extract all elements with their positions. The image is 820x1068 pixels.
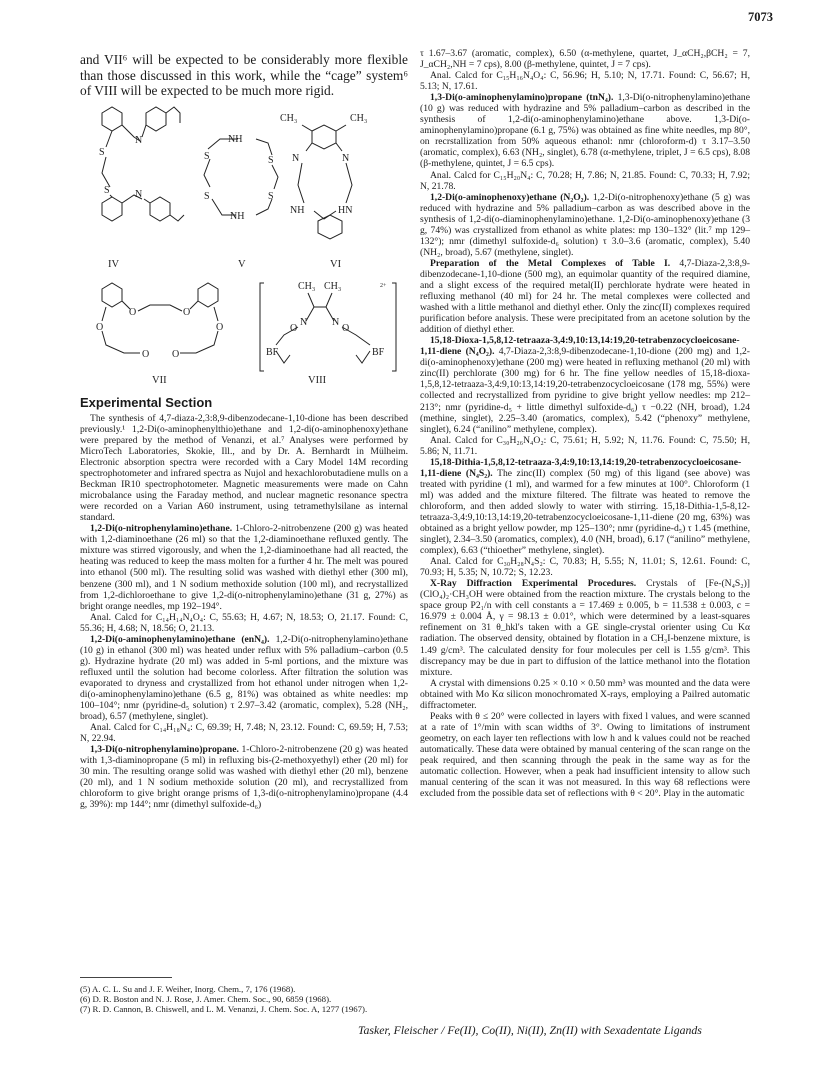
paragraph (80, 634, 408, 722)
atom-ch3: CH₃ (324, 280, 342, 292)
atom-n: N (332, 316, 340, 328)
paragraph (420, 457, 750, 556)
structures-vii-viii (80, 277, 408, 389)
atom-bf: BF (266, 346, 279, 358)
label-vi: VI (330, 258, 342, 270)
paragraph: The synthesis of 4,7-diaza-2,3:8,9-dibenzodecane-1,10-dione has been described previously.¹ 1,2-Di(o-aminophenylthio)ethane and 1,2-di(o-aminophenoxy)ethane were prepared by the method of Venanzi, et al.⁷ Analyses were performed by MicroTech Laboratories, Skokie, Ill., and by Dr. A. Bernhardt in Mülheim. Electronic absorption spectra were recorded with a Cary Model 14M recording spectrophotometer and infrared spectra as Nujol and hexachlorobutadiene mulls on a Beckman IR10 spectrophotometer. Magnetic measurements were made on Cahn microbalance using the Faraday method, and nuclear magnetic resonance spectra were recorded on a Varian A60 instrument, using tetramethylsilane as internal standard. (80, 412, 408, 524)
paragraph (420, 335, 750, 434)
structure-figure-bottom (80, 277, 408, 389)
atom-ch3: CH₃ (298, 280, 316, 292)
reference: (6) D. R. Boston and N. J. Rose, J. Amer. Chem. Soc., 90, 6859 (1968). (80, 994, 332, 1005)
paragraph-title: 1,3-Di(o-aminophenylamino)propane (tnN₄). (430, 92, 614, 104)
atom-n: N (300, 316, 308, 328)
atom-o: O (290, 322, 298, 334)
left-column (80, 52, 408, 811)
paragraph-body: 1,2-Di(o-nitrophenylamino)ethane (10 g) in ethanol (300 ml) was heated under reflux with 5% palladium–carbon (0.5 g). Hydrazine hydrate (20 ml) was added in 5-ml portions, and the mixture was refluxed until the solution had become colorless. After filtration the solution was evaporated to dryness and crystallized from hot ethanol under nitrogen when 1,2-di(o-aminophenylamino)ethane (6.5 g, 81%) was obtained as white needles: mp 100–104°; nmr (pyridine-d₅ solution) τ 2.97–3.42 (aromatic, complex), 5.28 (NH₂, broad), 6.57 (methylene, singlet). (80, 633, 408, 723)
paragraph-title: X-Ray Diffraction Experimental Procedures. (430, 578, 637, 590)
atom-s: S (104, 184, 110, 196)
paragraph (80, 523, 408, 611)
paragraph-title: 15,18-Dioxa-1,5,8,12-tetraaza-3,4:9,10:13,14:19,20-tetrabenzocycloeicosane-1,11-diene (N₄O₂). (420, 335, 740, 358)
structure-iv (102, 107, 184, 221)
references (80, 977, 408, 1015)
atom-s: S (268, 154, 274, 166)
atom-o: O (172, 348, 180, 360)
atom-o: O (183, 306, 191, 318)
paragraph-body: 1,2-Di(o-nitrophenoxy)ethane (5 g) was reduced with hydrazine and 5% palladium–carbon as was described above in the synthesis of 1,2-di(o-diaminophenylamino)ethane. 1,2-Di(o-aminophenoxy)ethane (3 g, 74%) was crystallized from ethanol as white plates: mp 130–132° (lit.⁷ mp 129–132°); nmr (dimethyl sulfoxide-d₆ solution) τ 3.0–3.6 (aromatic, complex), 5.40 (NH₂, broad), 5.67 (methylene, singlet). (420, 191, 750, 258)
page-number: 7073 (748, 10, 773, 24)
paragraph-body: 4,7-Diaza-2,3:8,9-dibenzodecane-1,10-dione (200 mg) and 1,2-di(o-aminophenoxy)ethane (200 mg) were heated in refluxing methanol (20 ml) with zinc(II) perchlorate (300 mg) for 6 hr. The fine yellow needles of 15,18-dioxa-1,5,8,12-tetraaza-3,4:9,10:13,14:19,20-tetrabenzocycloeicosane (178 mg, 55%) were collected and recrystallized from pyridine to give bright yellow needles: mp 212–213°; nmr (pyridine-d₅ + little dimethyl sulfoxide-d₆) τ −0.22 (NH, broad), 1.24 (methine, singlet), 2.25–3.40 (aromatics, complex), 5.42 (“phenoxy” methylene, singlet), 6.24 (“anilino” methylene, complex). (420, 346, 751, 435)
atom-n: N (342, 152, 350, 164)
paragraph (420, 258, 750, 335)
paragraph (420, 92, 750, 169)
structure-figure-top (80, 103, 408, 275)
charge-label: 2+ (380, 282, 387, 289)
atom-nh: NH (230, 210, 245, 222)
analysis: Anal. Calcd for C₃₀H₂₈N₄S₂: C, 70.83; H, 5.55; N, 11.01; S, 12.61. Found: C, 70.93; H, 5.35; N, 10.72; S, 12.23. (420, 556, 750, 579)
analysis: Anal. Calcd for C₃₀H₂₆N₄O₂: C, 75.61; H, 5.92; N, 11.76. Found: C, 75.50; H, 5.86; N, 11.71. (420, 434, 750, 457)
paragraph-title: 1,3-Di(o-nitrophenylamino)propane. (90, 744, 239, 756)
atom-n: N (135, 134, 143, 146)
label-vii: VII (152, 374, 167, 386)
atom-ch3: CH₃ (350, 112, 368, 124)
atom-s: S (204, 150, 210, 162)
structure-vii (102, 283, 218, 353)
paragraph-title: Preparation of the Metal Complexes of Table I. (430, 257, 671, 269)
reference: (7) R. D. Cannon, B. Chiswell, and L. M. Venanzi, J. Chem. Soc. A, 1277 (1967). (80, 1004, 368, 1015)
atom-s: S (268, 190, 274, 202)
atom-s: S (204, 190, 210, 202)
atom-o: O (96, 321, 104, 333)
reference-rule (80, 977, 172, 978)
analysis: Anal. Calcd for C₁₅H₂₀N₄: C, 70.28; H, 7.86; N, 21.85. Found: C, 70.33; H, 7.92; N, 21.78. (420, 169, 750, 192)
atom-n: N (135, 188, 143, 200)
paragraph-body: 4,7-Diaza-2,3:8,9-dibenzodecane-1,10-dione (500 mg), an equimolar quantity of the required diamine, and a slight excess of the required metal(II) perchlorate hydrate were heated in refluxing methanol (40 ml) for 24 hr. The metal complexes were collected and washed with a little methanol and diethyl ether. Only the zinc(II) complexes required purification before analysis. These were precipitated from an acetone solution by the addition of diethyl ether. (420, 257, 750, 336)
structures-iv-v-vi (80, 103, 408, 275)
atom-o: O (216, 321, 224, 333)
paragraph (420, 578, 750, 677)
paragraph-title: 1,2-Di(o-nitrophenylamino)ethane. (90, 523, 233, 535)
atom-bf: BF (372, 346, 385, 358)
lead-text: and VII⁶ will be expected to be considerably more flexible than those discussed in this work, while the “cage” system⁶ of VIII will be expected to be much more rigid. (80, 52, 408, 99)
atom-o: O (342, 322, 350, 334)
label-iv: IV (108, 258, 120, 270)
analysis: Anal. Calcd for C₁₄H₁₈N₄: C, 69.39; H, 7.48; N, 23.12. Found: C, 69.59; H, 7.53; N, 22.94. (80, 722, 408, 745)
paragraph-title: 1,2-Di(o-aminophenoxy)ethane (N₂O₂). (430, 191, 590, 203)
atom-s: S (99, 146, 105, 158)
paragraph-title: 15,18-Dithia-1,5,8,12-tetraaza-3,4:9,10:13,14:19,20-tetrabenzocycloeicosane-1,11-diene (N₄S₂). (420, 456, 742, 479)
paragraph: Peaks with θ ≤ 20° were collected in layers with fixed l values, and were scanned at a rate of 1°/min with scan widths of 3°. Owing to limitations of instrument geometry, on each layer ten reflections with low h and k values could not be reached automatically. These data were obtained by manual centering of the scan range on the peak required, and then scanning through the peak in the same way as for the automatic collection. However, when a peak had insufficient intensity to allow such manual centering of the scan it was not measured. In this way 68 reflections were excluded from the possible data set of reflections with θ < 20°. Play in the automatic (420, 710, 750, 800)
atom-hn: HN (338, 204, 353, 216)
structure-vi (298, 125, 352, 239)
analysis: Anal. Calcd for C₁₅H₁₆N₄O₄: C, 56.96; H, 5.10; N, 17.71. Found: C, 56.67; H, 5.13; N, 17.61. (420, 70, 750, 93)
reference: (5) A. C. L. Su and J. F. Weiher, Inorg. Chem., 7, 176 (1968). (80, 984, 296, 994)
atom-n: N (292, 152, 300, 164)
paragraph-body: 1,3-Di(o-nitrophenylamino)ethane (10 g) was reduced with hydrazine and 5% palladium–carbon as described in the synthesis of 1,2-di(o-aminophenylamino)ethane above. 1,3-Di(o-aminophenylamino)propane (6.1 g, 75%) was obtained as fine white needles, mp 80°, on recrstallization from 50% aqueous ethanol: nmr (chloroform-d) τ 3.17–3.50 (aromatic, complex), 6.63 (NH₂, singlet), 6.78 (α-methylene, triplet, J = 6.5 cps), 8.08 (β-methylene, quintet, J = 6.5 cps). (420, 92, 750, 170)
running-footer: Tasker, Fleischer / Fe(II), Co(II), Ni(II), Zn(II) with Sexadentate Ligands (358, 1023, 702, 1037)
paragraph-body: 1-Chloro-2-nitrobenzene (200 g) was heated with 1,2-diaminoethane (26 ml) so that the 1,2-diaminoethane refluxed gently. The mixture was stirred vigorously, and when the 1,2-diaminoethane had all reacted, the heating was reduced to keep the mass molten for a further 4 hr. The melt was poured into ethanol (500 ml). The resulting solid was washed with diethyl ether (300 ml), benzene (300 ml), and 1 N sodium methoxide solution (100 ml), and recrystallized from 1,2-dichloroethane to give 1,2-di(o-nitrophenylamino)ethane (31 g, 27%) as bright orange needles, mp 192–194°. (80, 523, 408, 612)
section-title: Experimental Section (80, 394, 213, 410)
paragraph-title: 1,2-Di(o-aminophenylamino)ethane (enN₄). (90, 633, 270, 645)
paragraph-body: 1-Chloro-2-nitrobenzene (20 g) was heated with 1,3-diaminopropane (5 ml) in refluxing bis-(2-methoxyethyl) ether (20 ml) for 30 min. The resulting orange solid was washed with diethyl ether (20 ml), benzene (20 ml), and 1 N sodium methoxide solution (20 ml), and recrystallized from chloroform to give bright orange prisms of 1,3-di(o-nitrophenylamino)propane (4.4 g, 39%): mp 144°; nmr (dimethyl sulfoxide-d₆) (80, 744, 408, 811)
paragraph (80, 744, 408, 810)
paragraph-body: The zinc(II) complex (50 mg) of this ligand (see above) was treated with pyridine (1 ml), and warmed for a few minutes at 100°. Chloroform (1 ml) was added and the mixture filtered. The filtrate was heated to remove the chloroform, and then added slowly to water with stirring. 15,18-Dithia-1,5-8,12-tetraaza-3,4:9,10:13,14:19,20-tetrabenzocycloeicosane-1,11-diene (20 mg, 63%) was obtained as a bright yellow powder, mp 125–130°; nmr (pyridine-d₅) τ 1.45 (methine, singlet), 2.34–3.50 (aromatics, complex), 4.0 (NH, broad), 6.17 (“anilino” methylene, complex), 6.63 (“thioether” methylene, singlet). (420, 467, 750, 557)
right-column (420, 48, 750, 799)
paragraph: A crystal with dimensions 0.25 × 0.10 × 0.50 mm³ was mounted and the data were obtained with Mo Kα silicon monochromated X-rays, employing a Pailred automatic diffractometer. (420, 677, 750, 711)
atom-o: O (142, 348, 150, 360)
lead-paragraph (80, 52, 408, 99)
atom-nh: NH (290, 204, 305, 216)
paragraph: τ 1.67–3.67 (aromatic, complex), 6.50 (α-methylene, quartet, J_αCH₂,βCH₂ = 7, J_αCH₂,NH = 7 cps), 8.00 (β-methylene, quintet, J = 7 cps). (420, 48, 750, 71)
atom-ch3: CH₃ (280, 112, 298, 124)
atom-o: O (129, 306, 137, 318)
atom-nh: NH (228, 133, 243, 145)
structure-v (204, 139, 278, 215)
analysis: Anal. Calcd for C₁₄H₁₄N₄O₄: C, 55.63; H, 4.67; N, 18.53; O, 21.17. Found: C, 55.36; H, 4.68; N, 18.56; O, 21.13. (80, 611, 408, 634)
paragraph-body: Crystals of [Fe-(N₄S₂)](ClO₄)₂·CH₃OH were obtained from the reaction mixture. The crystals belong to the space group P2₁/n with cell constants a = 17.469 ± 0.005, b = 11.538 ± 0.003, c = 16.979 ± 0.004 Å, γ = 98.13 ± 0.01°, which were determined by a least-squares refinement on 31 θ_hkl's taken with a GE single-crystal orienter using Cu Kα radiation. The observed density, obtained by flotation in a CH₃I-benzene mixture, is 1.49 g/cm³. The calculated density for four molecules per cell is 1.55 g/cm³. This discrepancy may be due in part to diffusion of the lattice methanol into the flotation mixture. (420, 578, 750, 678)
paragraph (420, 192, 750, 258)
label-viii: VIII (308, 374, 327, 386)
label-v: V (238, 258, 246, 270)
